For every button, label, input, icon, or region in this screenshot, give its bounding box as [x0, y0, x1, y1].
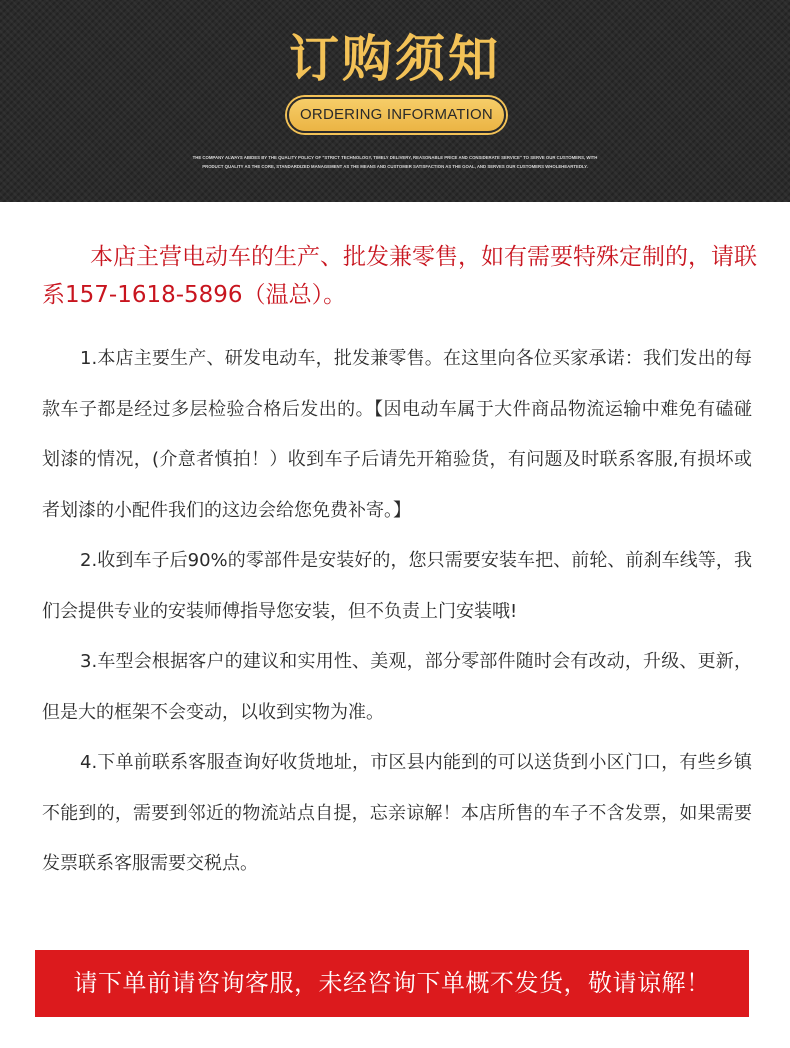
warning-banner: 请下单前请咨询客服，未经咨询下单概不发货，敬请谅解！ [35, 950, 749, 1017]
rule-model-changes: 3.车型会根据客户的建议和实用性、美观，部分零部件随时会有改动，升级、更新，但是大的框架不会变动，以收到实物为准。 [42, 651, 752, 723]
company-tagline [175, 153, 615, 171]
tagline-line-1: THE COMPANY ALWAYS ABIDES BY THE QUALITY POLICY OF "STRICT TECHNOLOGY, TIMELY DELIVERY, REASONABLE PRICE AND CONSIDERATE SERVICE" TO SERVE OUR CUSTOMERS, WITH [192, 155, 598, 160]
subtitle-badge: ORDERING INFORMATION [287, 97, 506, 133]
contact-notice [42, 238, 758, 314]
header-section [0, 0, 790, 202]
rule-inspection: 1.本店主要生产、研发电动车，批发兼零售。在这里向各位买家承诺：我们发出的每款车子都是经过多层检验合格后发出的。【因电动车属于大件商品物流运输中难免有磕碰划漆的情况，(介意者慎拍！）收到车子后请先开箱验货，有问题及时联系客服,有损坏或者划漆的小配件我们的这边会给您免费补寄。】 [42, 348, 752, 521]
rule-installation: 2.收到车子后90%的零部件是安装好的，您只需要安装车把、前轮、前刹车线等，我们会提供专业的安装师傅指导您安装，但不负责上门安装哦! [42, 550, 752, 622]
contact-notice-text: 本店主营电动车的生产、批发兼零售，如有需要特殊定制的，请联系157-1618-5896（温总）。 [42, 244, 757, 308]
ordering-rules [42, 334, 752, 890]
rule-delivery: 4.下单前联系客服查询好收货地址，市区县内能到的可以送货到小区门口，有些乡镇不能到的，需要到邻近的物流站点自提，忘亲谅解！本店所售的车子不含发票，如果需要发票联系客服需要交税点。 [42, 752, 752, 874]
tagline-line-2: PRODUCT QUALITY AS THE CORE, STANDARDIZED MANAGEMENT AS THE MEANS AND CUSTOMER SATISFACTION AS THE GOAL, AND SERVES OUR CUSTOMERS WHOLEHEARTEDLY. [202, 164, 588, 169]
page-title: 订购须知 [289, 30, 501, 88]
